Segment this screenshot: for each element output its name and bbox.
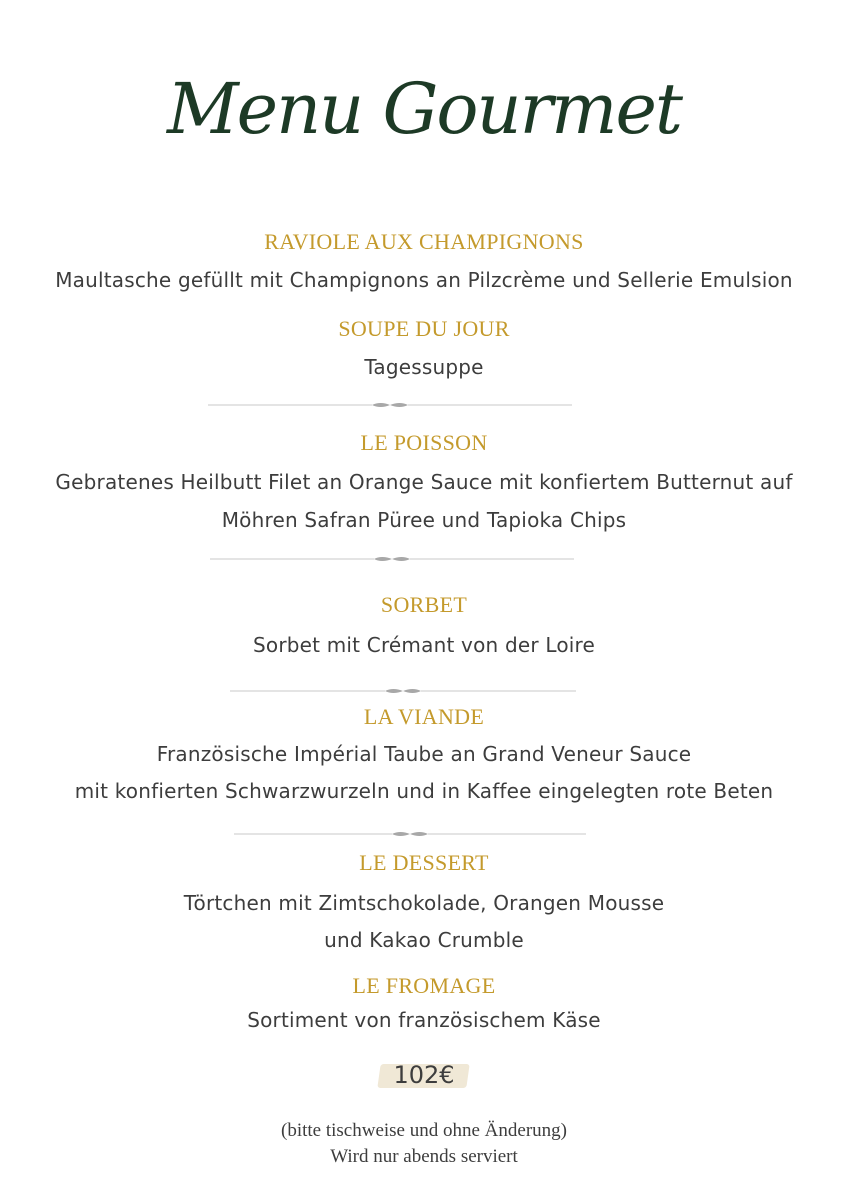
course-description-dessert-line2: und Kakao Crumble (324, 928, 524, 952)
course-title-dessert: LE DESSERT (359, 850, 489, 875)
course-description-poisson-line1: Gebratenes Heilbutt Filet an Orange Sauce mit konfiertem Butternut auf (55, 470, 793, 494)
course-description-sorbet: Sorbet mit Crémant von der Loire (252, 633, 595, 657)
note-line-2: Wird nur abends serviert (330, 1146, 518, 1167)
course-title-poisson: LE POISSON (360, 430, 488, 455)
course-description-dessert-line1: Törtchen mit Zimtschokolade, Orangen Mousse (183, 891, 665, 915)
divider (208, 400, 572, 410)
course-title-viande: LA VIANDE (363, 704, 485, 729)
course-title-raviole: RAVIOLE AUX CHAMPIGNONS (264, 229, 584, 254)
course-title-soupe: SOUPE DU JOUR (338, 316, 510, 341)
course-description-raviole: Maultasche gefüllt mit Champignons an Pilzcrème und Sellerie Emulsion (55, 268, 793, 292)
course-description-soupe: Tagessuppe (364, 355, 484, 379)
course-description-viande-line1: Französische Impérial Taube an Grand Veneur Sauce (156, 742, 692, 766)
menu-price: 102€ (379, 1058, 468, 1092)
course-title-sorbet: SORBET (380, 592, 468, 617)
divider (230, 686, 576, 696)
divider (210, 554, 574, 564)
divider (234, 829, 586, 839)
course-description-fromage: Sortiment von französischem Käse (247, 1008, 601, 1032)
note-line-1: (bitte tischweise und ohne Änderung) (281, 1120, 567, 1141)
price-container (0, 1058, 848, 1092)
course-title-fromage: LE FROMAGE (352, 973, 496, 998)
course-description-poisson-line2: Möhren Safran Püree und Tapioka Chips (221, 508, 627, 532)
course-description-viande-line2: mit konfierten Schwarzwurzeln und in Kaffee eingelegten rote Beten (74, 779, 774, 803)
menu-title: Menu Gourmet (166, 68, 682, 150)
